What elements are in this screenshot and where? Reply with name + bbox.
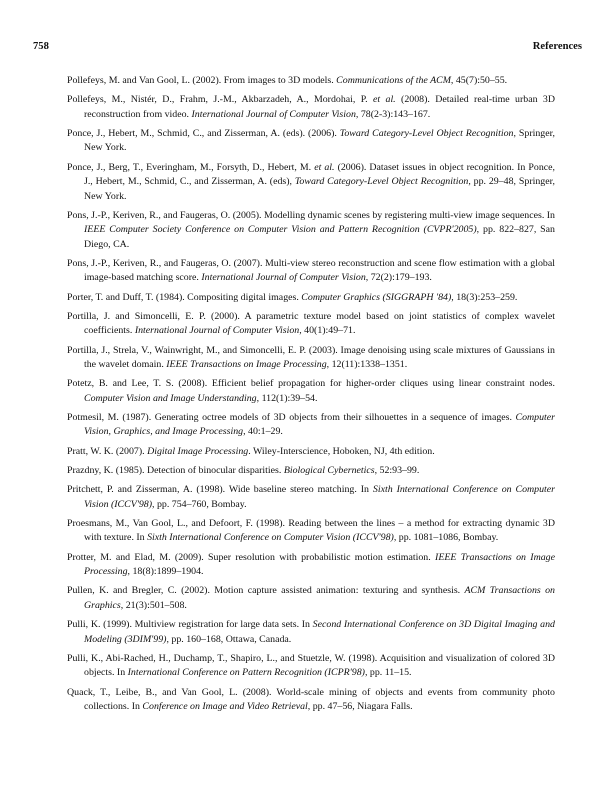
- reference-text: Prazdny, K. (1985). Detection of binocular disparities.: [67, 465, 284, 477]
- reference-entry: [67, 445, 555, 459]
- reference-text: (2008). Detailed real-time urban 3D reconstruction from video.: [84, 94, 555, 120]
- reference-entry: [67, 257, 555, 286]
- reference-venue: International Conference on Pattern Recognition (ICPR'98): [127, 667, 365, 679]
- reference-entry: [67, 127, 555, 156]
- reference-text: , pp. 822–827, San Diego, CA.: [84, 224, 555, 250]
- reference-text: Pratt, W. K. (2007).: [67, 445, 148, 457]
- reference-venue: et al.: [314, 161, 335, 173]
- reference-text: , pp. 754–760, Bombay.: [152, 498, 247, 510]
- reference-text: , 78(2-3):143–167.: [355, 108, 431, 120]
- reference-venue: Computer Vision and Image Understanding: [84, 392, 257, 404]
- reference-text: Pons, J.-P., Keriven, R., and Faugeras, O. (2007). Multi-view stereo reconstruction and scene flow estimation with a global image-based matching score.: [67, 257, 555, 284]
- reference-venue: International Journal of Computer Vision: [134, 325, 300, 337]
- reference-entry: [67, 652, 555, 681]
- reference-entry: [67, 483, 555, 512]
- reference-text: Porter, T. and Duff, T. (1984). Compositing digital images.: [67, 291, 302, 303]
- reference-text: Portilla, J., Strela, V., Wainwright, M., and Simoncelli, E. P. (2003). Image denoising using scale mixtures of Gaussians in the wavelet domain.: [67, 344, 555, 371]
- reference-text: , 52:93–99.: [374, 465, 420, 477]
- reference-text: Pollefeys, M., Nistér, D., Frahm, J.-M., Akbarzadeh, A., Mordohai, P.: [67, 94, 373, 106]
- reference-venue: IEEE Transactions on Image Processing: [166, 359, 327, 371]
- reference-text: , 21(3):501–508.: [120, 599, 187, 611]
- reference-entry: [67, 377, 555, 406]
- reference-venue: IEEE Transactions on Image Processing: [84, 551, 555, 578]
- reference-entry: [67, 584, 555, 613]
- page-header: [33, 41, 582, 55]
- reference-venue: Biological Cybernetics: [283, 465, 375, 477]
- reference-text: , pp. 160–168, Ottawa, Canada.: [166, 633, 292, 645]
- reference-venue: et al.: [373, 94, 396, 106]
- reference-text: , pp. 1081–1086, Bombay.: [393, 532, 499, 544]
- reference-text: Pons, J.-P., Keriven, R., and Faugeras, O. (2005). Modelling dynamic scenes by registering multi-view image sequences. In: [67, 209, 555, 221]
- reference-text: Pullen, K. and Bregler, C. (2002). Motion capture assisted animation: texturing and synthesis.: [67, 585, 465, 597]
- reference-entry: [67, 517, 555, 546]
- reference-text: , 40(1):49–71.: [299, 325, 356, 337]
- reference-venue: Toward Category-Level Object Recognition: [339, 128, 514, 139]
- reference-venue: Digital Image Processing: [147, 445, 249, 457]
- reference-entry: [67, 93, 555, 122]
- reference-venue: Computer Vision, Graphics, and Image Processing: [84, 412, 555, 438]
- reference-text: Ponce, J., Hebert, M., Schmid, C., and Zisserman, A. (eds). (2006).: [67, 128, 340, 139]
- reference-venue: Communications of the ACM: [336, 75, 451, 86]
- reference-entry: [67, 209, 555, 252]
- reference-entry: [67, 618, 555, 647]
- reference-text: Protter, M. and Elad, M. (2009). Super resolution with probabilistic motion estimation.: [67, 551, 436, 563]
- reference-text: , 18(8):1899–1904.: [127, 566, 204, 578]
- reference-entry: [67, 74, 555, 88]
- reference-text: , Springer, New York.: [84, 128, 555, 154]
- reference-venue: Second International Conference on 3D Digital Imaging and Modeling (3DIM'99): [84, 619, 555, 645]
- reference-venue: IEEE Computer Society Conference on Computer Vision and Pattern Recognition (CVPR'2005): [84, 224, 477, 236]
- reference-text: Potmesil, M. (1987). Generating octree models of 3D objects from their silhouettes in a sequence of images.: [67, 412, 516, 424]
- reference-text: (2006). Dataset issues in object recognition. In Ponce, J., Hebert, M., Schmid, C., and Zisserman, A. (eds),: [84, 161, 555, 188]
- reference-text: Pollefeys, M. and Van Gool, L. (2002). From images to 3D models.: [67, 75, 337, 86]
- reference-entry: [67, 344, 555, 373]
- reference-entry: [67, 291, 555, 305]
- reference-venue: ACM Transactions on Graphics: [84, 585, 555, 611]
- reference-venue: Computer Graphics (SIGGRAPH '84): [301, 291, 452, 303]
- reference-entry: [67, 411, 555, 440]
- reference-text: , 40:1–29.: [243, 426, 283, 438]
- reference-text: Ponce, J., Berg, T., Everingham, M., Forsyth, D., Hebert, M.: [67, 161, 315, 173]
- reference-venue: International Journal of Computer Vision: [191, 108, 356, 120]
- reference-venue: International Journal of Computer Vision: [201, 272, 366, 284]
- reference-text: , 45(7):50–55.: [450, 75, 508, 86]
- reference-entry: [67, 551, 555, 580]
- reference-list: [67, 74, 555, 719]
- reference-venue: Sixth International Conference on Computer Vision (ICCV'98): [147, 532, 394, 544]
- reference-text: Proesmans, M., Van Gool, L., and Defoort, F. (1998). Reading between the lines – a method for extracting dynamic 3D with texture. In: [67, 518, 555, 544]
- reference-venue: Toward Category-Level Object Recognition: [294, 176, 469, 188]
- reference-text: Portilla, J. and Simoncelli, E. P. (2000). A parametric texture model based on joint statistics of complex wavelet coefficients.: [67, 310, 555, 337]
- reference-entry: [67, 310, 555, 339]
- reference-text: , 12(11):1338–1351.: [326, 359, 408, 371]
- reference-text: , 18(3):253–259.: [451, 291, 518, 303]
- reference-text: . Wiley-Interscience, Hoboken, NJ, 4th edition.: [248, 445, 435, 457]
- reference-entry: [67, 686, 555, 715]
- reference-text: Pritchett, P. and Zisserman, A. (1998). Wide baseline stereo matching. In: [67, 484, 373, 496]
- reference-text: , pp. 47–56, Niagara Falls.: [307, 700, 413, 712]
- reference-text: , pp. 29–48, Springer, New York.: [84, 176, 555, 202]
- reference-text: , 72(2):179–193.: [365, 272, 432, 284]
- reference-text: , 112(1):39–54.: [256, 392, 318, 404]
- reference-text: Pulli, K., Abi-Rached, H., Duchamp, T., Shapiro, L., and Stuetzle, W. (1998). Acquisition and visualization of colored 3D objects. In: [67, 652, 555, 679]
- reference-entry: [67, 464, 555, 478]
- reference-text: Quack, T., Leibe, B., and Van Gool, L. (2008). World-scale mining of objects and events from community photo collections. In: [67, 686, 555, 712]
- reference-entry: [67, 161, 555, 204]
- reference-text: Potetz, B. and Lee, T. S. (2008). Efficient belief propagation for higher-order cliques using linear constraint nodes.: [67, 378, 555, 390]
- reference-venue: Sixth International Conference on Computer Vision (ICCV'98): [84, 484, 556, 510]
- reference-text: Pulli, K. (1999). Multiview registration for large data sets. In: [67, 619, 313, 631]
- running-head: References: [532, 41, 582, 52]
- page-number: 758: [33, 41, 49, 52]
- reference-venue: Conference on Image and Video Retrieval: [142, 700, 308, 712]
- reference-text: , pp. 11–15.: [364, 667, 412, 679]
